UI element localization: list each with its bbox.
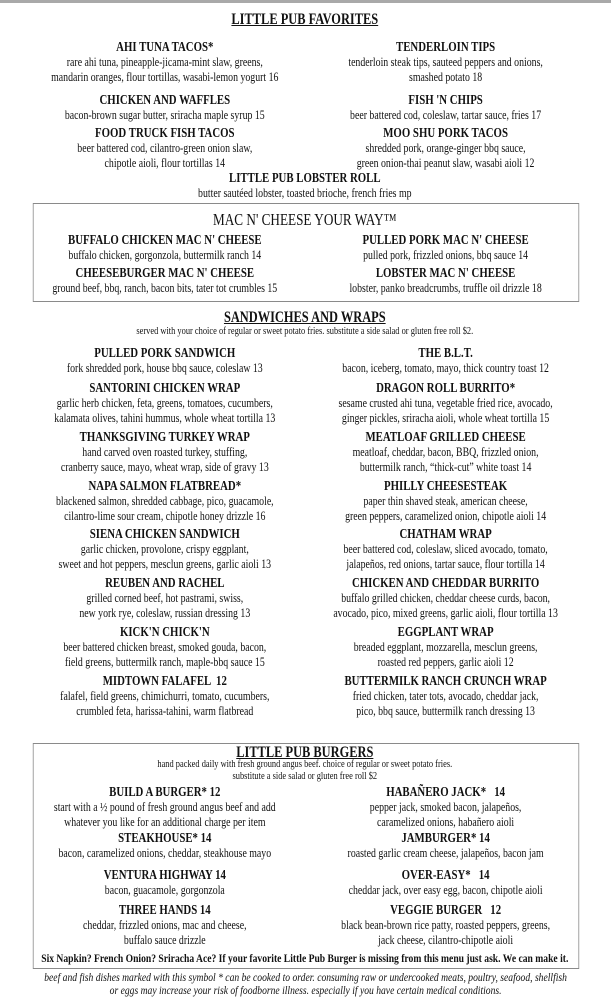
menu-item-description: beer battered cod, coleslaw, sliced avocado, tomato, — [343, 542, 548, 556]
menu-item-name: LOBSTER MAC N' CHEESE — [375, 265, 516, 280]
menu-item-description: pulled pork, frizzled onions, bbq sauce 14 — [363, 248, 529, 262]
menu-item-name: BUTTERMILK RANCH CRUNCH WRAP — [344, 673, 547, 688]
menu-item-name: BUILD A BURGER* 12 — [109, 784, 221, 799]
menu-item-name: MOO SHU PORK TACOS — [383, 125, 508, 140]
menu-item-description: buffalo chicken, gorgonzola, buttermilk ranch 14 — [68, 248, 262, 262]
menu-item-description: green peppers, caramelized onion, chipotle aioli 14 — [345, 509, 547, 523]
menu-item-description: buffalo sauce drizzle — [123, 933, 206, 947]
menu-item-description: black bean-brown rice patty, roasted peppers, greens, — [341, 918, 551, 932]
menu-item — [24, 125, 306, 171]
menu-item-name: VEGGIE BURGER 12 — [390, 902, 502, 917]
menu-item — [24, 429, 306, 475]
menu-item-description: sesame crusted ahi tuna, vegetable fried rice, avocado, — [338, 396, 553, 410]
menu-item-description: new york rye, coleslaw, russian dressing 13 — [79, 606, 251, 620]
menu-item — [306, 380, 586, 426]
menu-item — [306, 867, 586, 898]
menu-item — [306, 673, 586, 719]
menu-item-name: TENDERLOIN TIPS — [396, 39, 496, 54]
menu-item-description: roasted garlic cream cheese, jalapeños, bacon jam — [347, 846, 544, 860]
menu-item — [306, 92, 586, 123]
menu-item-name: THANKSGIVING TURKEY WRAP — [79, 429, 250, 444]
menu-item — [306, 345, 586, 376]
menu-item-description: breaded eggplant, mozzarella, mesclun greens, — [353, 640, 538, 654]
menu-item-description: bacon-brown sugar butter, sriracha maple syrup 15 — [64, 108, 265, 122]
menu-item-name: OVER-EASY* 14 — [401, 867, 490, 882]
menu-item — [24, 830, 306, 861]
menu-item-description: ground beef, bbq, ranch, bacon bits, tater tot crumbles 15 — [52, 281, 278, 295]
menu-item-name: NAPA SALMON FLATBREAD* — [88, 478, 242, 493]
menu-item-description: beer battered chicken breast, smoked gouda, bacon, — [63, 640, 267, 654]
menu-item-description: crumbled feta, harissa-tahini, warm flatbread — [76, 704, 254, 718]
menu-item — [306, 125, 586, 171]
menu-item — [24, 265, 306, 296]
menu-item-name: MEATLOAF GRILLED CHEESE — [365, 429, 526, 444]
menu-item-name: FISH 'N CHIPS — [408, 92, 483, 107]
menu-item — [24, 673, 306, 719]
menu-item-description: falafel, field greens, chimichurri, tomato, cucumbers, — [60, 689, 270, 703]
menu-item-description: beer battered cod, cilantro-green onion slaw, — [77, 141, 253, 155]
menu-item — [306, 429, 586, 475]
menu-item-name: JAMBURGER* 14 — [401, 830, 490, 845]
menu-item-description: ginger pickles, sriracha aioli, whole wheat tortilla 15 — [341, 411, 550, 425]
menu-item — [24, 784, 306, 830]
menu-item-description: pico, bbq sauce, buttermilk ranch dressing 13 — [356, 704, 535, 718]
menu-item-description: fork shredded pork, house bbq sauce, coleslaw 13 — [66, 361, 263, 375]
menu-item — [306, 478, 586, 524]
menu-item-name: THREE HANDS 14 — [118, 902, 211, 917]
menu-item-name: KICK'N CHICK'N — [119, 624, 210, 639]
menu-item-name: THE B.L.T. — [418, 345, 473, 360]
menu-item-name: HABAÑERO JACK* 14 — [386, 784, 505, 799]
menu-item — [306, 232, 586, 263]
menu-item-description: cheddar jack, over easy egg, bacon, chipotle aioli — [348, 883, 543, 897]
menu-item-name: DRAGON ROLL BURRITO* — [376, 380, 516, 395]
menu-item-description: fried chicken, tater tots, avocado, cheddar jack, — [352, 689, 539, 703]
menu-item — [24, 526, 306, 572]
burgers-note-line: substitute a side salad or gluten free roll $2 — [232, 771, 378, 782]
menu-item — [306, 526, 586, 572]
menu-item-description: caramelized onions, habañero aioli — [377, 815, 515, 829]
menu-item — [24, 624, 306, 670]
menu-item — [24, 232, 306, 263]
menu-item-name: SANTORINI CHICKEN WRAP — [89, 380, 241, 395]
menu-item-description: cilantro-lime sour cream, chipotle honey drizzle 16 — [64, 509, 266, 523]
menu-item-description: roasted red peppers, garlic aioli 12 — [377, 655, 514, 669]
menu-item-description: bacon, guacamole, gorgonzola — [104, 883, 225, 897]
menu-item-description: field greens, buttermilk ranch, maple-bbq sauce 15 — [64, 655, 265, 669]
menu-item-description: meatloaf, cheddar, bacon, BBQ, frizzled onion, — [352, 445, 539, 459]
menu-item-description: tenderloin steak tips, sauteed peppers and onions, — [348, 55, 543, 69]
menu-item — [24, 92, 306, 123]
burgers-ask-line: Six Napkin? French Onion? Sriracha Ace? If your favorite Little Pub Burger is missing from this menu just ask. We can make it. — [41, 951, 569, 965]
menu-item-name: PULLED PORK SANDWICH — [94, 345, 236, 360]
menu-item — [24, 478, 306, 524]
menu-item-name: PULLED PORK MAC N' CHEESE — [362, 232, 529, 247]
menu-item-name: REUBEN AND RACHEL — [105, 575, 225, 590]
menu-item-name: CHEESEBURGER MAC N' CHEESE — [75, 265, 255, 280]
menu-item-name: CHICKEN AND CHEDDAR BURRITO — [351, 575, 540, 590]
menu-item — [24, 575, 306, 621]
menu-item-description: butter sautéed lobster, toasted brioche, french fries mp — [198, 186, 412, 200]
menu-item-description: buffalo grilled chicken, cheddar cheese curds, bacon, — [341, 591, 550, 605]
menu-item-description: garlic herb chicken, feta, greens, tomatoes, cucumbers, — [56, 396, 273, 410]
menu-item-description: cranberry sauce, mayo, wheat wrap, side of gravy 13 — [60, 460, 269, 474]
menu-item-description: cheddar, frizzled onions, mac and cheese, — [83, 918, 247, 932]
menu-item-name: BUFFALO CHICKEN MAC N' CHEESE — [67, 232, 262, 247]
menu-item-description: grilled corned beef, hot pastrami, swiss, — [86, 591, 244, 605]
menu-item-description: bacon, caramelized onions, cheddar, steakhouse mayo — [58, 846, 272, 860]
sandwiches-note: served with your choice of regular or sweet potato fries. substitute a side salad or gluten free roll $2. — [136, 326, 474, 337]
menu-item — [306, 39, 586, 85]
menu-item-description: hand carved oven roasted turkey, stuffing, — [82, 445, 248, 459]
menu-item-description: smashed potato 18 — [408, 70, 483, 84]
menu-item — [24, 170, 586, 201]
burgers-note-line: hand packed daily with fresh ground angus beef. choice of regular or sweet potato fries. — [157, 759, 453, 770]
menu-item-description: avocado, pico, mixed greens, garlic aioli, flour tortilla 13 — [333, 606, 558, 620]
menu-item — [24, 345, 306, 376]
menu-item-description: green onion-thai peanut slaw, wasabi aioli 12 — [356, 156, 535, 170]
menu-item-description: lobster, panko breadcrumbs, truffle oil drizzle 18 — [349, 281, 542, 295]
menu-item-description: kalamata olives, tahini hummus, whole wheat tortilla 13 — [54, 411, 276, 425]
menu-item-description: beer battered cod, coleslaw, tartar sauce, fries 17 — [350, 108, 542, 122]
menu-item-description: shredded pork, orange-ginger bbq sauce, — [365, 141, 526, 155]
menu-item-name: CHATHAM WRAP — [399, 526, 492, 541]
menu-item — [24, 39, 306, 85]
menu-item-name: FOOD TRUCK FISH TACOS — [95, 125, 235, 140]
menu-item — [306, 624, 586, 670]
menu-item — [306, 830, 586, 861]
menu-item-description: pepper jack, smoked bacon, jalapeños, — [369, 800, 522, 814]
footer-disclaimer-line: beef and fish dishes marked with this symbol * can be cooked to order. consuming raw or undercooked meats, poultry, seafood, shellfish — [44, 970, 567, 984]
mac-title: MAC N' CHEESE YOUR WAY™ — [213, 210, 397, 229]
menu-item — [306, 784, 586, 830]
burgers-title: LITTLE PUB BURGERS — [236, 744, 374, 761]
menu-item-description: bacon, iceberg, tomato, mayo, thick country toast 12 — [342, 361, 549, 375]
menu-item-name: SIENA CHICKEN SANDWICH — [89, 526, 240, 541]
menu-item — [24, 902, 306, 948]
menu-item-name: VENTURA HIGHWAY 14 — [103, 867, 226, 882]
menu-item-description: paper thin shaved steak, american cheese, — [363, 494, 528, 508]
sandwiches-title: SANDWICHES AND WRAPS — [223, 309, 386, 326]
menu-item — [306, 902, 586, 948]
menu-item-description: chipotle aioli, flour tortillas 14 — [104, 156, 226, 170]
menu-item-description: rare ahi tuna, pineapple-jicama-mint slaw, greens, — [66, 55, 263, 69]
top-border — [0, 0, 611, 3]
menu-item — [24, 380, 306, 426]
menu-item-name: AHI TUNA TACOS* — [116, 39, 214, 54]
menu-item-name: LITTLE PUB LOBSTER ROLL — [229, 170, 381, 185]
menu-item-name: MIDTOWN FALAFEL 12 — [102, 673, 227, 688]
menu-item-name: EGGPLANT WRAP — [397, 624, 494, 639]
menu-item-description: jack cheese, cilantro-chipotle aioli — [378, 933, 514, 947]
menu-item-description: buttermilk ranch, “thick-cut” white toast 14 — [359, 460, 532, 474]
menu-item-name: PHILLY CHEESESTEAK — [384, 478, 508, 493]
menu-item-name: CHICKEN AND WAFFLES — [99, 92, 231, 107]
menu-item-description: garlic chicken, provolone, crispy eggplant, — [80, 542, 249, 556]
menu-item — [24, 867, 306, 898]
menu-item-description: jalapeños, red onions, tartar sauce, flour tortilla 14 — [346, 557, 545, 571]
menu-item-description: mandarin oranges, flour tortillas, wasabi-lemon yogurt 16 — [51, 70, 279, 84]
footer-disclaimer-line: or eggs may increase your risk of foodborne illness. especially if you have certain medical conditions. — [109, 983, 502, 997]
menu-item-name: STEAKHOUSE* 14 — [118, 830, 212, 845]
menu-item-description: whatever you like for an additional charge per item — [64, 815, 266, 829]
menu-item-description: start with a ½ pound of fresh ground angus beef and add — [53, 800, 276, 814]
favorites-title: LITTLE PUB FAVORITES — [231, 11, 379, 28]
menu-item — [306, 575, 586, 621]
menu-item-description: sweet and hot peppers, mesclun greens, garlic aioli 13 — [58, 557, 272, 571]
menu-item — [306, 265, 586, 296]
menu-item-description: blackened salmon, shredded cabbage, pico, guacamole, — [55, 494, 274, 508]
